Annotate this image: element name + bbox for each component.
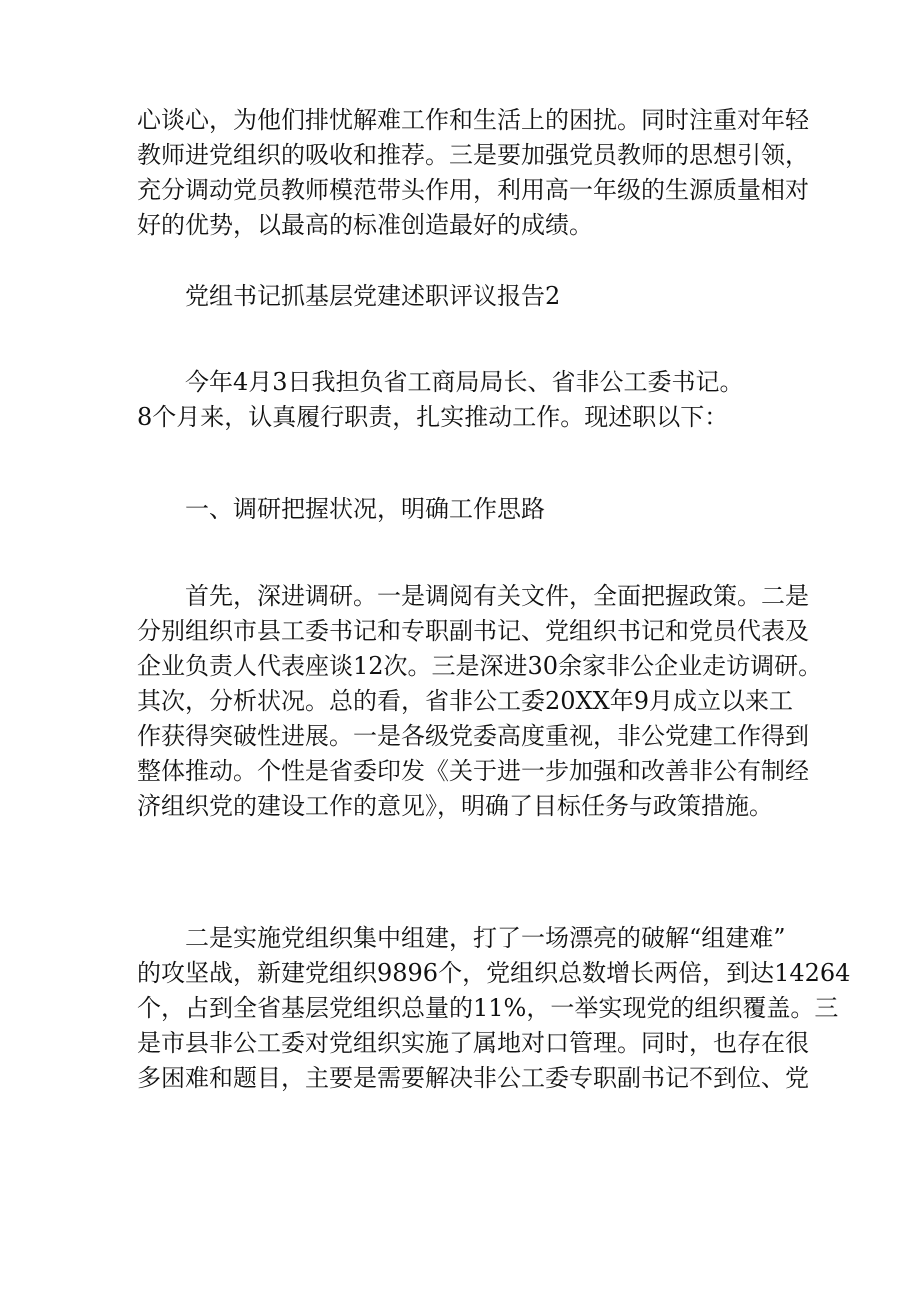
text-line: 济组织党的建设工作的意见》，明确了目标任务与政策措施。 (137, 792, 773, 820)
text-line: 作获得突破性进展。一是各级党委高度重视，非公党建工作得到 (137, 722, 809, 750)
text-line: 好的优势，以最高的标准创造最好的成绩。 (137, 211, 593, 239)
text-line: 首先，深进调研。一是调阅有关文件，全面把握政策。二是 (185, 582, 809, 610)
text-line: 充分调动党员教师模范带头作用，利用高一年级的生源质量相对 (137, 176, 809, 204)
text-line: 分别组织市县工委书记和专职副书记、党组织书记和党员代表及 (137, 617, 809, 645)
section-heading (137, 492, 787, 527)
text-line: 个，占到全省基层党组织总量的11%，一举实现党的组织覆盖。三 (137, 994, 839, 1022)
text-line: 今年4月3日我担负省工商局局长、省非公工委书记。 (185, 368, 744, 396)
text-line: 整体推动。个性是省委印发《关于进一步加强和改善非公有制经 (137, 757, 809, 785)
heading-line: 一、调研把握状况，明确工作思路 (185, 495, 545, 523)
text-line: 8个月来，认真履行职责，扎实推动工作。现述职以下： (137, 403, 729, 431)
text-line: 企业负责人代表座谈12次。三是深进30余家非公企业走访调研。 (137, 652, 823, 680)
paragraph-intro (137, 365, 787, 435)
title-line: 党组书记抓基层党建述职评议报告2 (185, 282, 561, 310)
paragraph-organization (137, 921, 851, 1096)
text-line: 的攻坚战，新建党组织9896个，党组织总数增长两倍，到达14264 (137, 959, 851, 987)
text-line: 是市县非公工委对党组织实施了属地对口管理。同时，也存在很 (137, 1029, 809, 1057)
paragraph-continuation (137, 103, 809, 243)
text-line: 多困难和题目，主要是需要解决非公工委专职副书记不到位、党 (137, 1064, 809, 1092)
text-line: 心谈心，为他们排忧解难工作和生活上的困扰。同时注重对年轻 (137, 106, 809, 134)
text-line: 教师进党组织的吸收和推荐。三是要加强党员教师的思想引领， (137, 141, 809, 169)
report-title (137, 279, 787, 314)
text-line: 其次，分析状况。总的看，省非公工委20XX年9月成立以来工 (137, 687, 793, 715)
paragraph-research (137, 579, 823, 824)
text-line: 二是实施党组织集中组建，打了一场漂亮的破解“组建难” (185, 924, 786, 952)
